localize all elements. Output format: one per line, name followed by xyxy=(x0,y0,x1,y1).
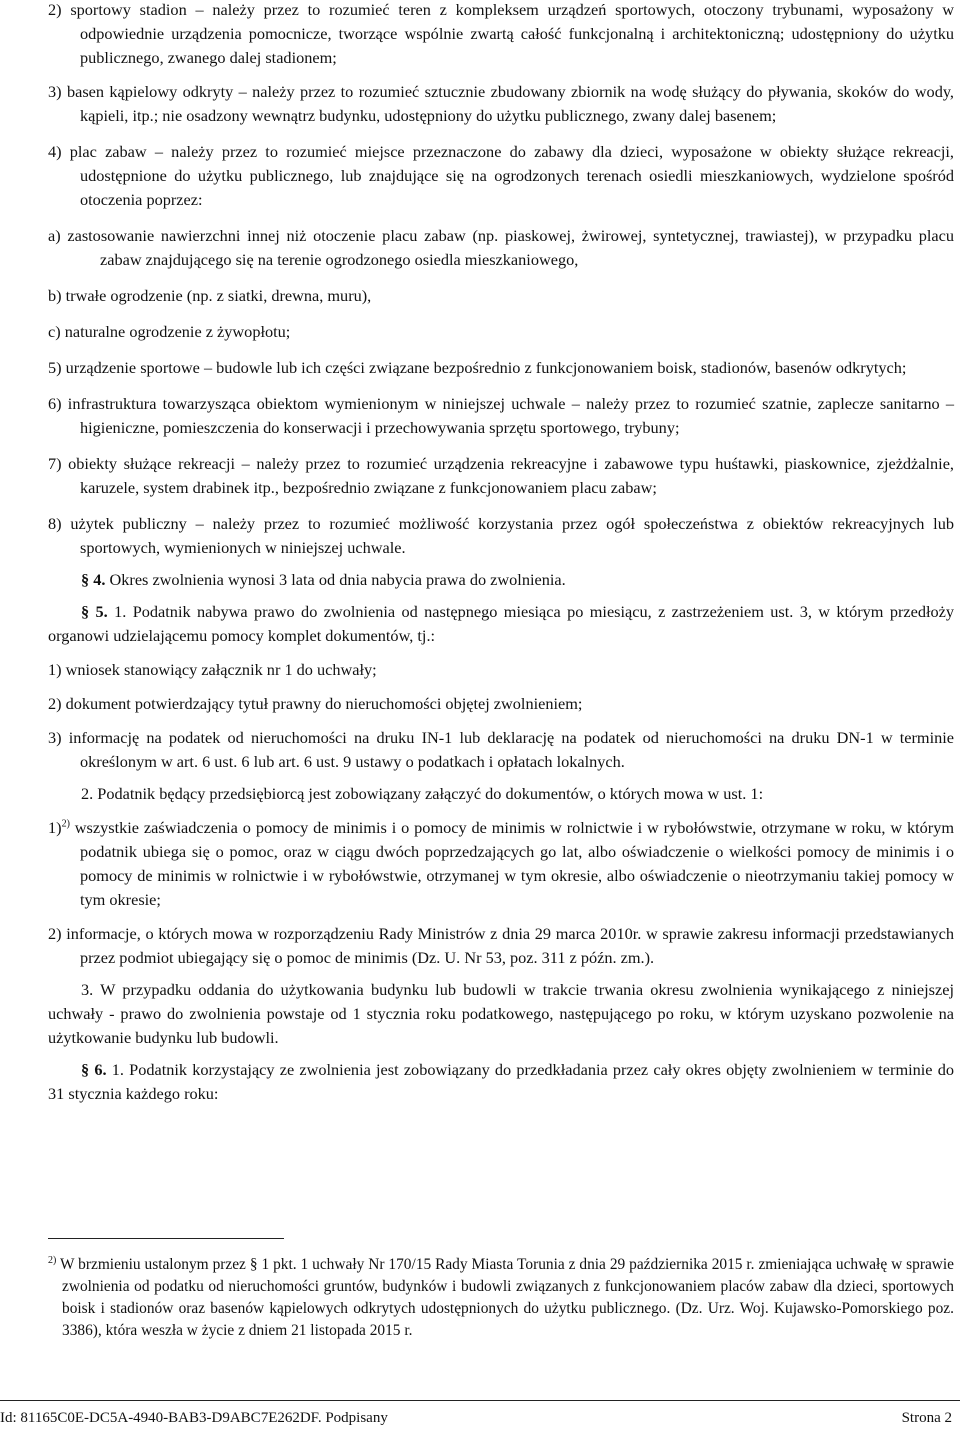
document-id: Id: 81165C0E-DC5A-4940-BAB3-D9ABC7E262DF. Podpisany xyxy=(0,1410,388,1426)
definition-item-7: 7) obiekty służące rekreacji – należy przez to rozumieć urządzenia rekreacyjne i zabawowe typu huśtawki, piaskownice, zjeżdżalnie, karuzele, system drabinek itp., bezpośrednio związane z funkcjonowaniem placu zabaw; xyxy=(48,454,954,497)
section-6-text: 1. Podatnik korzystający ze zwolnienia jest zobowiązany do przedkładania przez cały okres objęty zwolnieniem w terminie do 31 stycznia każdego roku: xyxy=(48,1060,955,1103)
section-5-entrepreneur-2: 2) informacje, o których mowa w rozporządzeniu Rady Ministrów z dnia 29 marca 2010r. w sprawie zakresu informacji przedstawianych przez podmiot ubiegający się o pomoc de minimis (Dz. U. Nr 53, poz. 311 z późn. zm.). xyxy=(48,924,954,967)
section-5-doc-2: 2) dokument potwierdzający tytuł prawny do nieruchomości objętej zwolnieniem; xyxy=(48,694,583,713)
footnote-reference: 2) xyxy=(61,818,70,830)
document-body xyxy=(48,0,954,1106)
definition-item-4c: c) naturalne ogrodzenie z żywopłotu; xyxy=(48,322,291,341)
definition-item-4a: a) zastosowanie nawierzchni innej niż otoczenie placu zabaw (np. piaskowej, żwirowej, syntetycznej, trawiastej), w przypadku placu zabaw znajdującego się na terenie ogrodzonego osiedla mieszkaniowego, xyxy=(48,226,954,269)
definition-item-8: 8) użytek publiczny – należy przez to rozumieć możliwość korzystania przez ogół społeczeństwa z obiektów rekreacyjnych lub sportowych, wymienionych w niniejszej uchwale. xyxy=(48,514,954,557)
definition-item-6: 6) infrastruktura towarzysząca obiektom wymienionym w niniejszej uchwale – należy przez to rozumieć szatnie, zaplecze sanitarno – higieniczne, pomieszczenia do konserwacji i przechowywania sprzętu sportowego, trybuny; xyxy=(48,394,954,437)
definition-item-4b: b) trwałe ogrodzenie (np. z siatki, drewna, muru), xyxy=(48,286,372,305)
definition-item-2: 2) sportowy stadion – należy przez to rozumieć teren z kompleksem urządzeń sportowych, otoczony trybunami, wyposażony w odpowiednie urządzenia pomocnicze, tworzące wspólnie zwartą całość funkcjonalną i architektoniczną; udostępniony do użytku publicznego, zwanego dalej stadionem; xyxy=(48,0,954,67)
footnote-separator xyxy=(48,1238,284,1239)
footer-separator xyxy=(0,1400,960,1401)
section-5-ust-2: 2. Podatnik będący przedsiębiorcą jest zobowiązany załączyć do dokumentów, o których mowa w ust. 1: xyxy=(81,784,764,803)
section-5-intro xyxy=(48,600,954,648)
section-5-doc-1: 1) wniosek stanowiący załącznik nr 1 do uchwały; xyxy=(48,660,377,679)
section-6-label: § 6. xyxy=(81,1060,107,1079)
section-5-doc-3: 3) informację na podatek od nieruchomości na druku IN-1 lub deklarację na podatek od nieruchomości na druku DN-1 w terminie określonym w art. 6 ust. 6 lub art. 6 ust. 9 ustawy o podatkach i opłatach lokalnych. xyxy=(48,728,954,771)
footnote-text: W brzmieniu ustalonym przez § 1 pkt. 1 uchwały Nr 170/15 Rady Miasta Torunia z dnia 29 października 2015 r. zmieniająca uchwałę w sprawie zwolnienia od podatku od nieruchomości gruntów, budynków i budowli związanych z funkcjonowaniem placów zabaw dla dzieci, sportowych boisk i stadionów oraz basenów kąpielowych odkrytych udostępnionych do użytku publicznego. (Dz. Urz. Woj. Kujawsko-Pomorskiego poz. 3386), która weszła w życie z dniem 21 listopada 2015 r. xyxy=(56,1256,954,1339)
footnote xyxy=(48,1254,954,1342)
section-4 xyxy=(48,568,954,592)
section-4-label: § 4. xyxy=(81,570,106,589)
definition-item-4: 4) plac zabaw – należy przez to rozumieć miejsce przeznaczone do zabawy dla dzieci, wyposażone w obiekty służące rekreacji, udostępnione do użytku publicznego, lub znajdujące się na ogrodzonych terenach osiedli mieszkaniowych, wydzielone spośród otoczenia poprzez: xyxy=(48,142,954,209)
section-5-entrepreneur-1 xyxy=(48,816,954,912)
entrepreneur-1-text: wszystkie zaświadczenia o pomocy de minimis i o pomocy de minimis w rolnictwie i w rybołówstwie, otrzymane w roku, w którym podatnik ubiega się o pomoc, oraz w ciągu dwóch poprzedzających go lat, albo oświadczenie o wielkości pomocy de minimis i o pomocy de minimis w rolnictwie i w rybołówstwie, otrzymanej w tym okresie, albo oświadczenie o nieotrzymaniu takiej pomocy w tym okresie; xyxy=(69,818,954,909)
section-6 xyxy=(48,1058,954,1106)
section-4-text: Okres zwolnienia wynosi 3 lata od dnia nabycia prawa do zwolnienia. xyxy=(109,570,566,589)
section-5-label: § 5. xyxy=(81,602,108,621)
entrepreneur-1-number: 1) xyxy=(48,818,62,837)
definition-item-3: 3) basen kąpielowy odkryty – należy przez to rozumieć sztucznie zbudowany zbiornik na wodę służący do pływania, skoków do wody, kąpieli, itp.; nie osadzony wewnątrz budynku, udostępniony do użytku publicznego, zwany dalej basenem; xyxy=(48,82,954,125)
page-number: Strona 2 xyxy=(901,1410,952,1426)
definition-item-5: 5) urządzenie sportowe – budowle lub ich części związane bezpośrednio z funkcjonowaniem boisk, stadionów, basenów odkrytych; xyxy=(48,358,907,377)
section-5-intro-text: 1. Podatnik nabywa prawo do zwolnienia od następnego miesiąca po miesiącu, z zastrzeżeniem ust. 3, w którym przedłoży organowi udzielającemu pomocy komplet dokumentów, tj.: xyxy=(48,602,955,645)
section-5-ust-3: 3. W przypadku oddania do użytkowania budynku lub budowli w trakcie trwania okresu zwolnienia wynikającego z niniejszej uchwały - prawo do zwolnienia powstaje od 1 stycznia roku podatkowego, następującego po roku, w którym uzyskano pozwolenie na użytkowanie budynku lub budowli. xyxy=(48,980,954,1047)
footnote-mark: 2) xyxy=(48,1254,57,1266)
